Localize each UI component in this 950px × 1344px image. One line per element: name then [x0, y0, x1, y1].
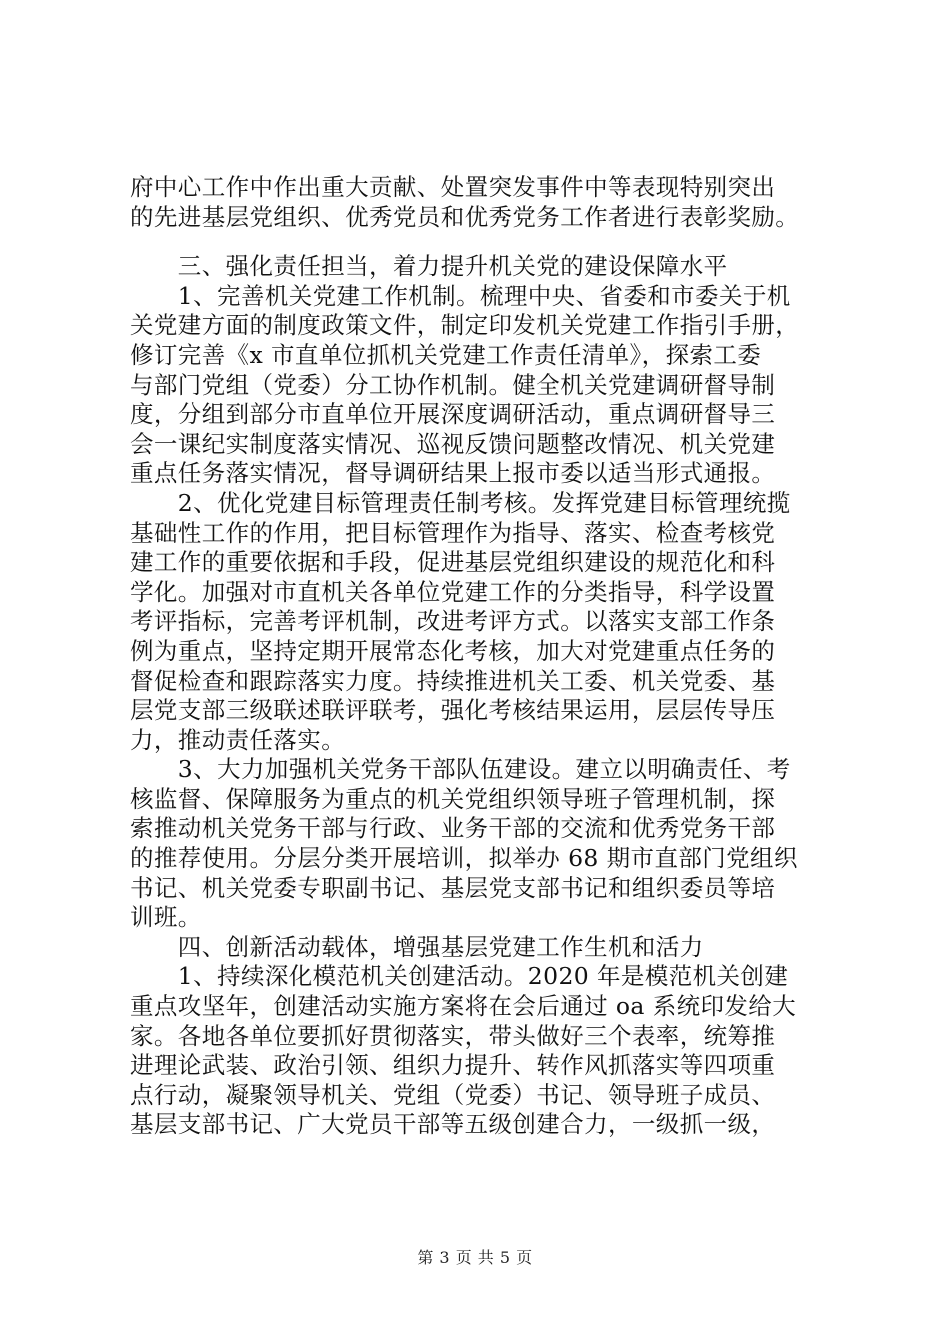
text-line: 度，分组到部分市直单位开展深度调研活动，重点调研督导三 [130, 400, 776, 429]
text-line: 修订完善《x 市直单位抓机关党建工作责任清单》，探索工委 [130, 340, 762, 369]
text-line: 四、创新活动载体，增强基层党建工作生机和活力 [130, 932, 704, 961]
text-line: 层党支部三级联述联评联考，强化考核结果运用，层层传导压 [130, 696, 776, 725]
text-line: 会一课纪实制度落实情况、巡视反馈问题整改情况、机关党建 [130, 429, 776, 458]
text-line: 三、强化责任担当，着力提升机关党的建设保障水平 [130, 252, 728, 281]
text-line: 点行动，凝聚领导机关、党组（党委）书记、领导班子成员、 [130, 1080, 776, 1109]
body-text [130, 173, 850, 1140]
paragraph-gap [130, 232, 850, 252]
text-line: 关党建方面的制度政策文件，制定印发机关党建工作指引手册， [130, 311, 800, 340]
text-line: 核监督、保障服务为重点的机关党组织领导班子管理机制，探 [130, 784, 776, 813]
text-line: 府中心工作中作出重大贡献、处置突发事件中等表现特别突出 [130, 173, 776, 201]
text-line: 进理论武装、政治引领、组织力提升、转作风抓落实等四项重 [130, 1051, 776, 1080]
page-footer: 第 3 页 共 5 页 [417, 1248, 533, 1267]
text-line: 督促检查和跟踪落实力度。持续推进机关工委、机关党委、基 [130, 666, 776, 695]
text-line: 重点任务落实情况，督导调研结果上报市委以适当形式通报。 [130, 459, 776, 488]
text-line: 例为重点，坚持定期开展常态化考核，加大对党建重点任务的 [130, 636, 776, 665]
text-line: 3、大力加强机关党务干部队伍建设。建立以明确责任、考 [130, 755, 791, 784]
text-line: 训班。 [130, 903, 202, 932]
text-line: 1、持续深化模范机关创建活动。2020 年是模范机关创建 [130, 962, 789, 991]
text-line: 力，推动责任落实。 [130, 725, 346, 754]
text-line: 2、优化党建目标管理责任制考核。发挥党建目标管理统揽 [130, 488, 791, 517]
text-line: 考评指标，完善考评机制，改进考评方式。以落实支部工作条 [130, 607, 776, 636]
text-line: 1、完善机关党建工作机制。梳理中央、省委和市委关于机 [130, 281, 791, 310]
text-line: 基础性工作的作用，把目标管理作为指导、落实、检查考核党 [130, 518, 776, 547]
text-line: 建工作的重要依据和手段，促进基层党组织建设的规范化和科 [130, 548, 776, 577]
text-line: 的推荐使用。分层分类开展培训，拟举办 68 期市直部门党组织 [130, 844, 798, 873]
text-line: 学化。加强对市直机关各单位党建工作的分类指导，科学设置 [130, 577, 776, 606]
text-line: 重点攻坚年，创建活动实施方案将在会后通过 oa 系统印发给大 [130, 992, 797, 1021]
text-line: 索推动机关党务干部与行政、业务干部的交流和优秀党务干部 [130, 814, 776, 843]
text-line: 与部门党组（党委）分工协作机制。健全机关党建调研督导制 [130, 370, 776, 399]
text-line: 基层支部书记、广大党员干部等五级创建合力，一级抓一级， [130, 1110, 776, 1139]
text-line: 书记、机关党委专职副书记、基层党支部书记和组织委员等培 [130, 873, 776, 902]
text-line: 家。各地各单位要抓好贯彻落实，带头做好三个表率，统筹推 [130, 1021, 776, 1050]
text-line: 的先进基层党组织、优秀党员和优秀党务工作者进行表彰奖励。 [130, 202, 800, 231]
